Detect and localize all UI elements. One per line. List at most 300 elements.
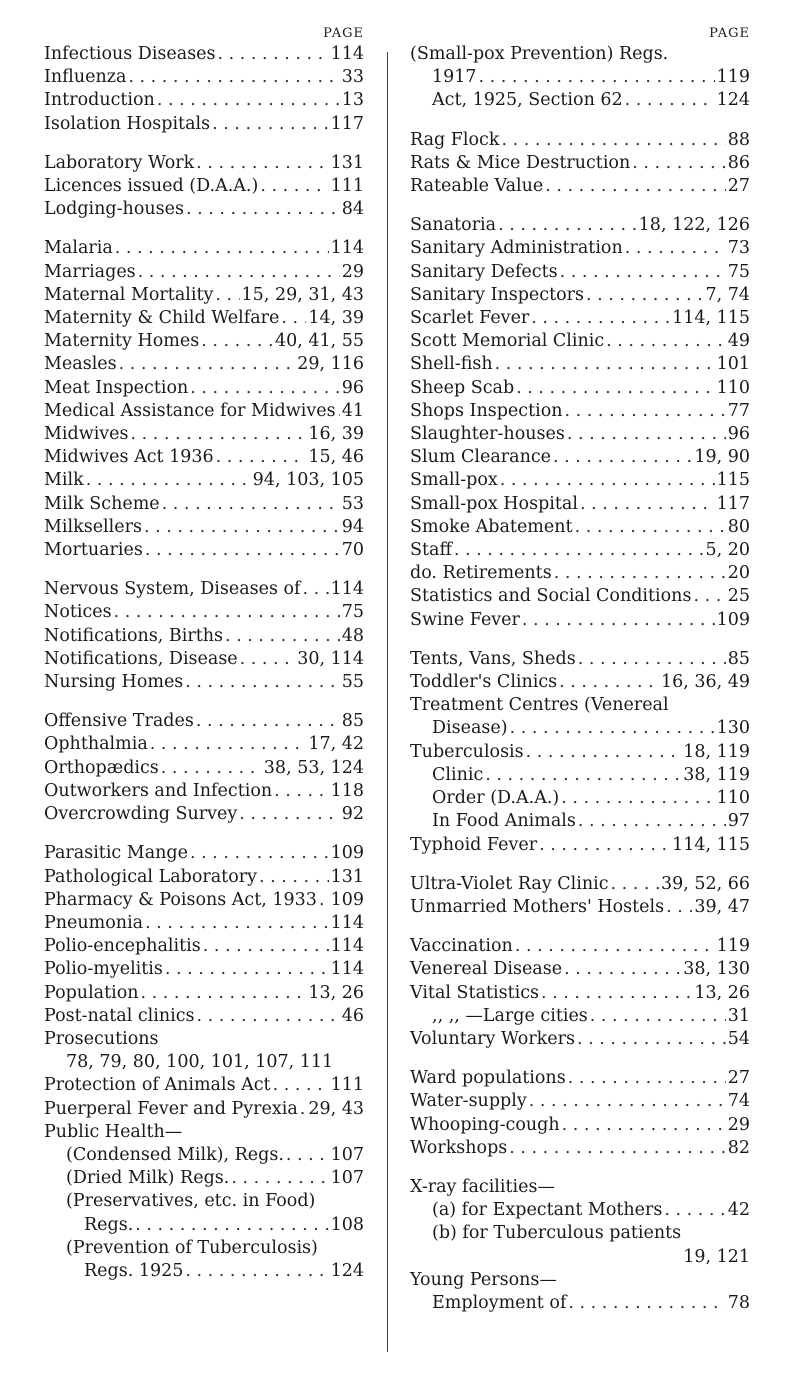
dot-leader (498, 214, 637, 237)
index-page-numbers: 114 (330, 912, 364, 933)
index-entry-label: Statistics and Social Conditions (410, 586, 692, 607)
index-page-numbers: 19, 121 (683, 1246, 750, 1267)
index-entry (44, 648, 364, 671)
index-column-right (410, 26, 750, 1331)
index-entry (410, 493, 750, 516)
dot-leader (578, 648, 726, 671)
index-page-numbers: 86 (727, 152, 750, 173)
index-entry-label: Measles (44, 354, 117, 375)
index-page-numbers: 97 (727, 811, 750, 832)
index-entry-label: Orthopædics (44, 757, 159, 778)
dot-leader (201, 330, 273, 353)
index-list-right (410, 43, 750, 1315)
index-page-numbers: 118 (330, 780, 364, 801)
index-group (44, 842, 364, 1283)
dot-leader (479, 66, 715, 89)
index-entry-label: (Condensed Milk), Regs. (66, 1144, 284, 1165)
index-group (44, 152, 364, 222)
index-entry (410, 1199, 750, 1222)
index-entry (44, 1005, 364, 1028)
index-entry-label: Scott Memorial Clinic (410, 331, 605, 352)
dot-leader (577, 1028, 726, 1051)
index-page-numbers: 111 (330, 176, 364, 197)
index-entry (44, 757, 364, 780)
index-entry (44, 353, 364, 376)
dot-leader (568, 1292, 725, 1315)
index-page-numbers: 70 (341, 540, 364, 561)
index-page-numbers: 18, 122, 126 (638, 215, 750, 236)
index-page-numbers: 17, 42 (308, 734, 364, 755)
index-entry (410, 671, 750, 694)
index-page-numbers: 109 (330, 889, 364, 910)
index-entry (410, 648, 750, 671)
index-entry-label: Venereal Disease (410, 959, 563, 980)
index-page-numbers: 13, 26 (308, 982, 364, 1003)
index-entry (44, 493, 364, 516)
dot-leader (515, 935, 715, 958)
index-entry (410, 717, 750, 740)
dot-leader (454, 539, 704, 562)
dot-leader (526, 741, 682, 764)
index-page-numbers: 107 (330, 1144, 364, 1165)
dot-leader (539, 834, 670, 857)
index-group (410, 1067, 750, 1160)
index-entry (44, 261, 364, 284)
index-entry-label: Small-pox (410, 470, 498, 491)
index-entry-label: In Food Animals (432, 811, 576, 832)
index-entry (44, 377, 364, 400)
index-page-numbers: 42 (727, 1200, 750, 1221)
index-entry (44, 982, 364, 1005)
index-entry (44, 1260, 364, 1283)
index-entry-label: Meat Inspection (44, 377, 189, 398)
index-entry (410, 1137, 750, 1160)
index-entry-label: Staff (410, 540, 452, 561)
index-page-numbers: 114 (330, 579, 364, 600)
index-entry-label: Polio-encephalitis (44, 936, 201, 957)
index-entry-label: Puerperal Fever and Pyrexia (44, 1098, 298, 1119)
index-page-numbers: 82 (727, 1137, 750, 1158)
index-entry-label: Milk Scheme (44, 493, 160, 514)
index-page-numbers: 27 (727, 176, 750, 197)
index-entry (410, 1292, 750, 1315)
index-group (410, 1176, 750, 1315)
index-page-numbers: 109 (330, 843, 364, 864)
index-entry-label: Ward populations (410, 1068, 566, 1089)
dot-leader (564, 958, 681, 981)
index-entry-label: Midwives (44, 424, 129, 445)
index-page-numbers: 92 (341, 804, 364, 825)
index-entry-label: ,, ,, —Large cities (432, 1005, 588, 1026)
index-entry-label: 1917 (432, 67, 477, 88)
index-page-numbers: 39, 52, 66 (660, 873, 750, 894)
index-page-numbers: 117 (716, 493, 750, 514)
index-entry (44, 1144, 364, 1167)
index-page-numbers: 96 (341, 377, 364, 398)
index-entry (410, 152, 750, 175)
index-entry-label: Vital Statistics (410, 982, 540, 1003)
index-page-numbers: 96 (727, 424, 750, 445)
index-page-numbers: 114 (330, 238, 364, 259)
dot-leader (196, 152, 328, 175)
index-heading: X-ray facilities— (410, 1176, 555, 1197)
dot-leader (575, 516, 726, 539)
index-entry-label: Maternity Homes (44, 331, 200, 352)
index-page-numbers: 111 (330, 1075, 364, 1096)
index-entry-label: Employment of (432, 1292, 567, 1313)
index-entry (410, 539, 750, 562)
index-entry (410, 214, 750, 237)
index-entry (44, 237, 364, 260)
index-heading: (Prevention of Tuberculosis) (66, 1237, 318, 1258)
index-page-numbers: 108 (330, 1214, 364, 1235)
index-heading: Treatment Centres (Venereal (410, 695, 669, 716)
index-entry (410, 958, 750, 981)
index-entry-label: (Dried Milk) Regs. (66, 1168, 230, 1189)
dot-leader (495, 353, 715, 376)
index-entry-label: Act, 1925, Section 62 (432, 90, 623, 111)
index-heading: Prosecutions (44, 1028, 159, 1049)
dot-leader (531, 307, 670, 330)
index-entry-label: Lodging-houses (44, 199, 184, 220)
dot-leader (190, 842, 329, 865)
index-entry-label: Offensive Trades (44, 711, 194, 732)
index-entry (410, 585, 750, 608)
index-group (410, 648, 750, 857)
index-entry-label: Parasitic Mange (44, 843, 188, 864)
index-page-numbers: 38, 119 (683, 764, 750, 785)
index-group (410, 214, 750, 632)
index-page-numbers: 15, 46 (308, 447, 364, 468)
index-entry-label: Smoke Abatement (410, 516, 573, 537)
dot-leader (190, 377, 339, 400)
index-entry (44, 958, 364, 981)
dot-leader (203, 935, 329, 958)
index-entry (410, 935, 750, 958)
dot-leader (240, 648, 296, 671)
index-entry (410, 377, 750, 400)
dot-leader (319, 889, 329, 912)
dot-leader (218, 43, 329, 66)
dot-leader (196, 710, 340, 733)
index-entry (44, 842, 364, 865)
index-list-left (44, 43, 364, 1283)
index-entry (410, 307, 750, 330)
index-entry (44, 1074, 364, 1097)
dot-leader (338, 400, 340, 423)
index-page-numbers: 74 (727, 1091, 750, 1112)
index-entry (44, 935, 364, 958)
dot-leader (186, 198, 340, 221)
dot-leader (485, 764, 681, 787)
index-entry (44, 66, 364, 89)
dot-leader (510, 717, 715, 740)
dot-leader (281, 307, 306, 330)
index-entry (410, 1005, 750, 1028)
dot-leader (162, 493, 340, 516)
index-entry-label: Workshops (410, 1137, 508, 1158)
dot-leader (231, 1167, 328, 1190)
index-page-numbers: 78 (727, 1292, 750, 1313)
dot-leader (215, 284, 239, 307)
dot-leader (157, 89, 340, 112)
index-page-numbers: 29, 43 (308, 1098, 364, 1119)
index-page-numbers: 31 (727, 1005, 750, 1026)
index-page-numbers: 107 (330, 1168, 364, 1189)
index-page-numbers: 54 (727, 1028, 750, 1049)
index-entry (44, 780, 364, 803)
index-entry (410, 353, 750, 376)
index-entry (410, 175, 750, 198)
index-page-numbers: 46 (341, 1005, 364, 1026)
index-entry-label: Medical Assistance for Midwives (44, 400, 336, 421)
index-page-numbers: 7, 74 (705, 284, 750, 305)
dot-leader (586, 284, 703, 307)
index-page-numbers: 119 (716, 936, 750, 957)
index-page-numbers: 14, 39 (308, 308, 364, 329)
index-entry (44, 113, 364, 136)
index-entry (410, 1114, 750, 1137)
index-page-numbers: 114 (330, 936, 364, 957)
index-page-numbers: 25 (727, 586, 750, 607)
index-entry-label: Mortuaries (44, 540, 143, 561)
dot-leader (185, 671, 339, 694)
index-entry-label: Sanatoria (410, 215, 497, 236)
index-heading: Public Health— (44, 1121, 183, 1142)
page-column-label: PAGE (709, 26, 750, 41)
index-entry (44, 578, 364, 601)
index-group (410, 43, 750, 113)
index-group (410, 873, 750, 919)
index-page-numbers: 80 (727, 516, 750, 537)
index-page-numbers: 5, 20 (705, 540, 750, 561)
index-entry (44, 710, 364, 733)
dot-leader (529, 1090, 726, 1113)
index-entry-label: Outworkers and Infection (44, 780, 273, 801)
dot-leader (611, 873, 659, 896)
index-column-left (44, 26, 364, 1299)
index-page-numbers: 29 (341, 261, 364, 282)
index-entry-label: Pathological Laboratory (44, 866, 257, 887)
index-entry-label: Water-supply (410, 1091, 527, 1112)
dot-leader (590, 1005, 726, 1028)
dot-leader (161, 757, 262, 780)
index-entry (44, 152, 364, 175)
index-page-numbers: 77 (727, 400, 750, 421)
dot-leader (225, 625, 340, 648)
index-entry-label: Rats & Mice Destruction (410, 152, 631, 173)
index-page-numbers: 16, 39 (308, 424, 364, 445)
index-page-numbers: 29 (727, 1114, 750, 1135)
dot-leader (666, 896, 692, 919)
index-entry-label: Rateable Value (410, 176, 544, 197)
index-entry (410, 810, 750, 833)
index-page-numbers: 55 (341, 672, 364, 693)
index-page-numbers: 85 (341, 711, 364, 732)
dot-leader (144, 516, 340, 539)
index-entry-label: Shell-fish (410, 354, 493, 375)
index-entry (44, 330, 364, 353)
dot-leader (554, 562, 726, 585)
index-group (44, 578, 364, 694)
dot-leader (260, 175, 328, 198)
index-page-numbers: 130 (716, 718, 750, 739)
dot-leader (545, 175, 725, 198)
index-entry-label: Post-natal clinics (44, 1005, 195, 1026)
index-page-numbers: 19, 90 (694, 447, 750, 468)
index-entry-label: Infectious Diseases (44, 44, 216, 64)
index-page-numbers: 110 (716, 377, 750, 398)
index-entry-label: Nursing Homes (44, 672, 184, 693)
index-entry (410, 787, 750, 810)
index-entry-label: Pneumonia (44, 912, 144, 933)
index-entry-label: Unmarried Mothers' Hostels (410, 896, 665, 917)
index-page-numbers: 38, 53, 124 (263, 757, 364, 778)
index-entry (410, 896, 750, 919)
index-page-numbers: 27 (727, 1068, 750, 1089)
dot-leader (625, 89, 715, 112)
index-entry-label: Notifications, Births (44, 625, 224, 646)
index-entry (410, 330, 750, 353)
index-entry-label: Notices (44, 602, 112, 623)
dot-leader (86, 469, 251, 492)
index-entry-label: Ophthalmia (44, 734, 148, 755)
index-heading: (Preservatives, etc. in Food) (66, 1191, 316, 1212)
index-entry (44, 43, 364, 66)
dot-leader (567, 423, 726, 446)
index-entry (44, 284, 364, 307)
index-entry (44, 601, 364, 624)
dot-leader (625, 237, 726, 260)
index-entry-label: Polio-myelitis (44, 959, 163, 980)
index-entry-label: Regs. (84, 1214, 134, 1235)
index-entry-label: Small-pox Hospital (410, 493, 578, 514)
index-entry (44, 89, 364, 112)
index-entry (44, 733, 364, 756)
index-page-numbers: 48 (341, 625, 364, 646)
index-entry (410, 1028, 750, 1051)
index-page-numbers: 114, 115 (672, 834, 750, 855)
index-group (410, 935, 750, 1051)
index-entry (44, 175, 364, 198)
index-entry-label: Influenza (44, 67, 127, 88)
index-entry-label: Toddler's Clinics (410, 672, 558, 693)
index-entry (410, 237, 750, 260)
index-heading: (Small-pox Prevention) Regs. (410, 44, 669, 64)
index-entry (44, 469, 364, 492)
dot-leader (185, 1260, 328, 1283)
index-entry-label: Slaughter-houses (410, 424, 565, 445)
index-entry-label: Malaria (44, 238, 113, 259)
index-entry (44, 803, 364, 826)
index-entry (410, 284, 750, 307)
index-entry-label: Slum Clearance (410, 447, 552, 468)
dot-leader (522, 609, 715, 632)
index-page-numbers: 110 (716, 788, 750, 809)
index-page-numbers: 114 (330, 44, 364, 64)
index-page-numbers: 101 (716, 354, 750, 375)
index-page-numbers: 117 (330, 113, 364, 134)
index-entry-label: Disease) (432, 718, 508, 739)
index-entry (410, 400, 750, 423)
dot-leader (560, 261, 726, 284)
dot-leader (115, 237, 329, 260)
dot-leader (516, 377, 714, 400)
index-page-numbers: 15, 29, 31, 43 (241, 284, 364, 305)
index-entry (44, 516, 364, 539)
index-group (44, 710, 364, 826)
index-entry-label: Clinic (432, 764, 484, 785)
index-entry (44, 423, 364, 446)
index-entry (44, 866, 364, 889)
index-entry-label: Regs. 1925 (84, 1260, 184, 1281)
index-entry-label: Shops Inspection (410, 400, 563, 421)
index-page-numbers: 84 (341, 199, 364, 220)
index-entry (410, 89, 750, 112)
index-page-numbers: 18, 119 (683, 741, 750, 762)
index-entry-label: (a) for Expectant Mothers (432, 1200, 663, 1221)
dot-leader (141, 982, 307, 1005)
dot-leader (509, 1137, 725, 1160)
index-entry-label: Notifications, Disease (44, 648, 238, 669)
index-page-numbers: 114, 115 (672, 308, 750, 329)
index-entry (44, 539, 364, 562)
index-entry (44, 912, 364, 935)
index-page-numbers: 41 (341, 400, 364, 421)
index-entry-label: Sanitary Defects (410, 261, 558, 282)
index-group (44, 43, 364, 136)
dot-leader (135, 1214, 328, 1237)
index-entry-label: Sanitary Inspectors (410, 284, 585, 305)
dot-leader (274, 780, 328, 803)
index-entry (410, 562, 750, 585)
index-entry (44, 1214, 364, 1237)
index-heading: (b) for Tuberculous patients (432, 1223, 682, 1244)
index-entry-label: Sanitary Administration (410, 238, 623, 259)
index-page-numbers: 131 (330, 152, 364, 173)
dot-leader (138, 261, 340, 284)
dot-leader (131, 423, 307, 446)
index-page-numbers: 39, 47 (694, 896, 750, 917)
index-entry-label: Maternal Mortality (44, 284, 214, 305)
index-entry (44, 307, 364, 330)
dot-leader (559, 671, 659, 694)
index-entry-label: Marriages (44, 261, 136, 282)
index-page-numbers: 29, 116 (297, 354, 364, 375)
dot-leader (664, 1199, 725, 1222)
index-page-numbers: 124 (716, 90, 750, 111)
dot-leader (165, 958, 329, 981)
index-page-numbers: 114 (330, 959, 364, 980)
index-entry (410, 982, 750, 1005)
index-entry (410, 873, 750, 896)
index-page-numbers: 94, 103, 105 (252, 470, 364, 491)
column-divider (387, 52, 388, 1352)
index-page-numbers: 40, 41, 55 (274, 331, 364, 352)
index-entry (44, 1167, 364, 1190)
index-heading: Young Persons— (410, 1269, 557, 1290)
index-entry-label: Scarlet Fever (410, 308, 530, 329)
index-entry-label: Midwives Act 1936 (44, 447, 214, 468)
index-entry (44, 1098, 364, 1121)
dot-leader (580, 493, 715, 516)
dot-leader (303, 578, 329, 601)
index-entry (410, 469, 750, 492)
dot-leader (145, 912, 328, 935)
index-group (410, 129, 750, 199)
index-page-numbers: 49 (727, 331, 750, 352)
index-entry-label: Milk (44, 470, 84, 491)
